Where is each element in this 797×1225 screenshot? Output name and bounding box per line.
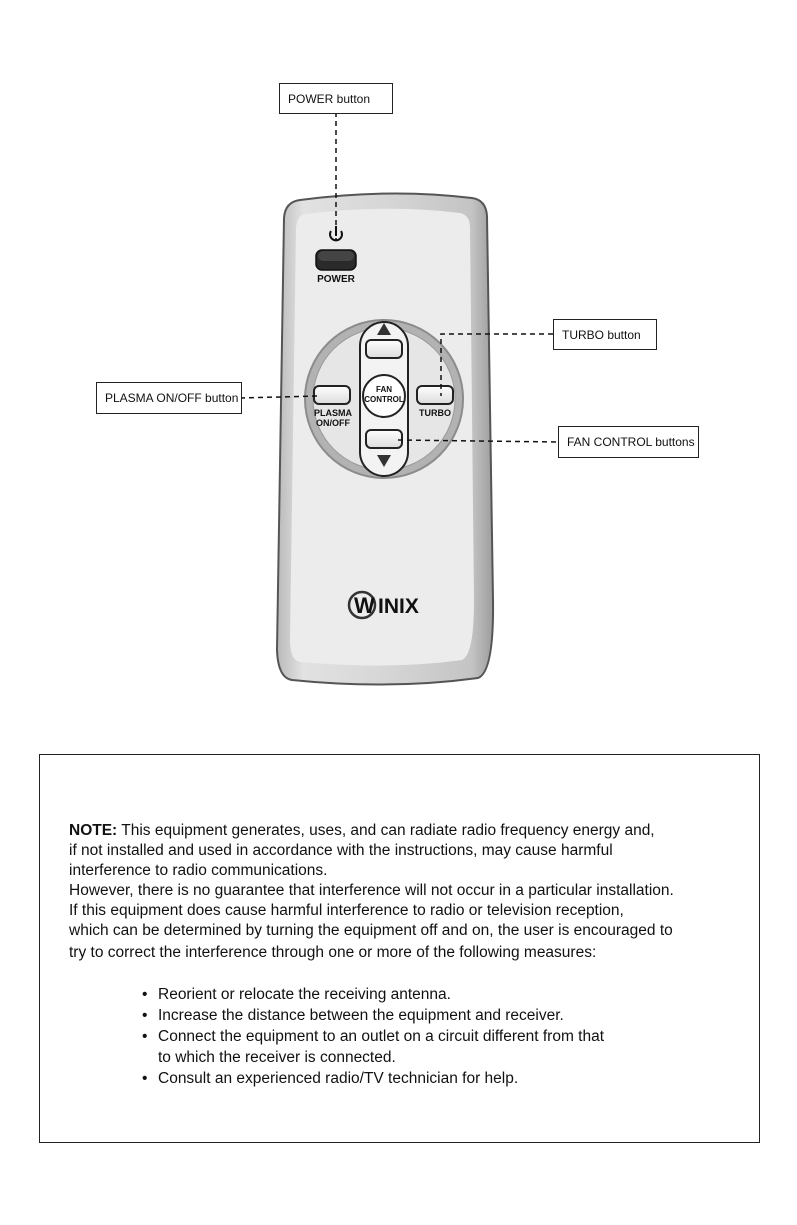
fan-label-line1: FAN — [376, 385, 392, 394]
note-line-1 — [69, 822, 655, 840]
note-line-6: which can be determined by turning the equipment off and on, the user is encouraged to — [69, 922, 673, 939]
power-button[interactable] — [316, 250, 356, 270]
bullet-item-3: • Connect the equipment to an outlet on a circuit different from that — [142, 1028, 605, 1045]
bullet-item-3-continued: to which the receiver is connected. — [158, 1049, 396, 1066]
power-label: POWER — [317, 274, 355, 285]
bullet-item-1: • Reorient or relocate the receiving antenna. — [142, 986, 451, 1003]
note-heading: NOTE: — [69, 822, 118, 839]
note-line-4: However, there is no guarantee that interference will not occur in a particular installation. — [69, 882, 674, 899]
bullet-icon: • — [142, 986, 148, 1003]
bullet-icon: • — [142, 1007, 148, 1024]
brand-text: INIX — [378, 595, 419, 618]
bullet-icon: • — [142, 1028, 148, 1045]
note-text-1: This equipment generates, uses, and can radiate radio frequency energy and, — [121, 822, 655, 839]
plasma-callout: PLASMA ON/OFF button — [96, 382, 242, 414]
bullet-item-2: • Increase the distance between the equipment and receiver. — [142, 1007, 564, 1024]
fan-down-button[interactable] — [366, 430, 402, 448]
bullet-icon: • — [142, 1070, 148, 1087]
winix-logo — [349, 592, 419, 618]
fan-label-line2: CONTROL — [364, 395, 404, 404]
plasma-button[interactable] — [314, 386, 350, 404]
svg-text:W: W — [354, 593, 375, 618]
plasma-label-line2: ON/OFF — [316, 418, 350, 428]
bullet-item-4: • Consult an experienced radio/TV technician for help. — [142, 1070, 519, 1087]
note-line-3: interference to radio communications. — [69, 862, 328, 879]
note-line-2: if not installed and used in accordance with the instructions, may cause harmful — [69, 842, 613, 859]
turbo-label: TURBO — [419, 408, 451, 418]
fan-control-callout: FAN CONTROL buttons — [558, 426, 699, 458]
fan-up-button[interactable] — [366, 340, 402, 358]
plasma-label-line1: PLASMA — [314, 408, 352, 418]
turbo-callout: TURBO button — [553, 319, 657, 350]
note-line-7: try to correct the interference through one or more of the following measures: — [69, 944, 597, 961]
power-callout: POWER button — [279, 83, 393, 114]
turbo-button[interactable] — [417, 386, 453, 404]
note-line-5: If this equipment does cause harmful interference to radio or television reception, — [69, 902, 624, 919]
